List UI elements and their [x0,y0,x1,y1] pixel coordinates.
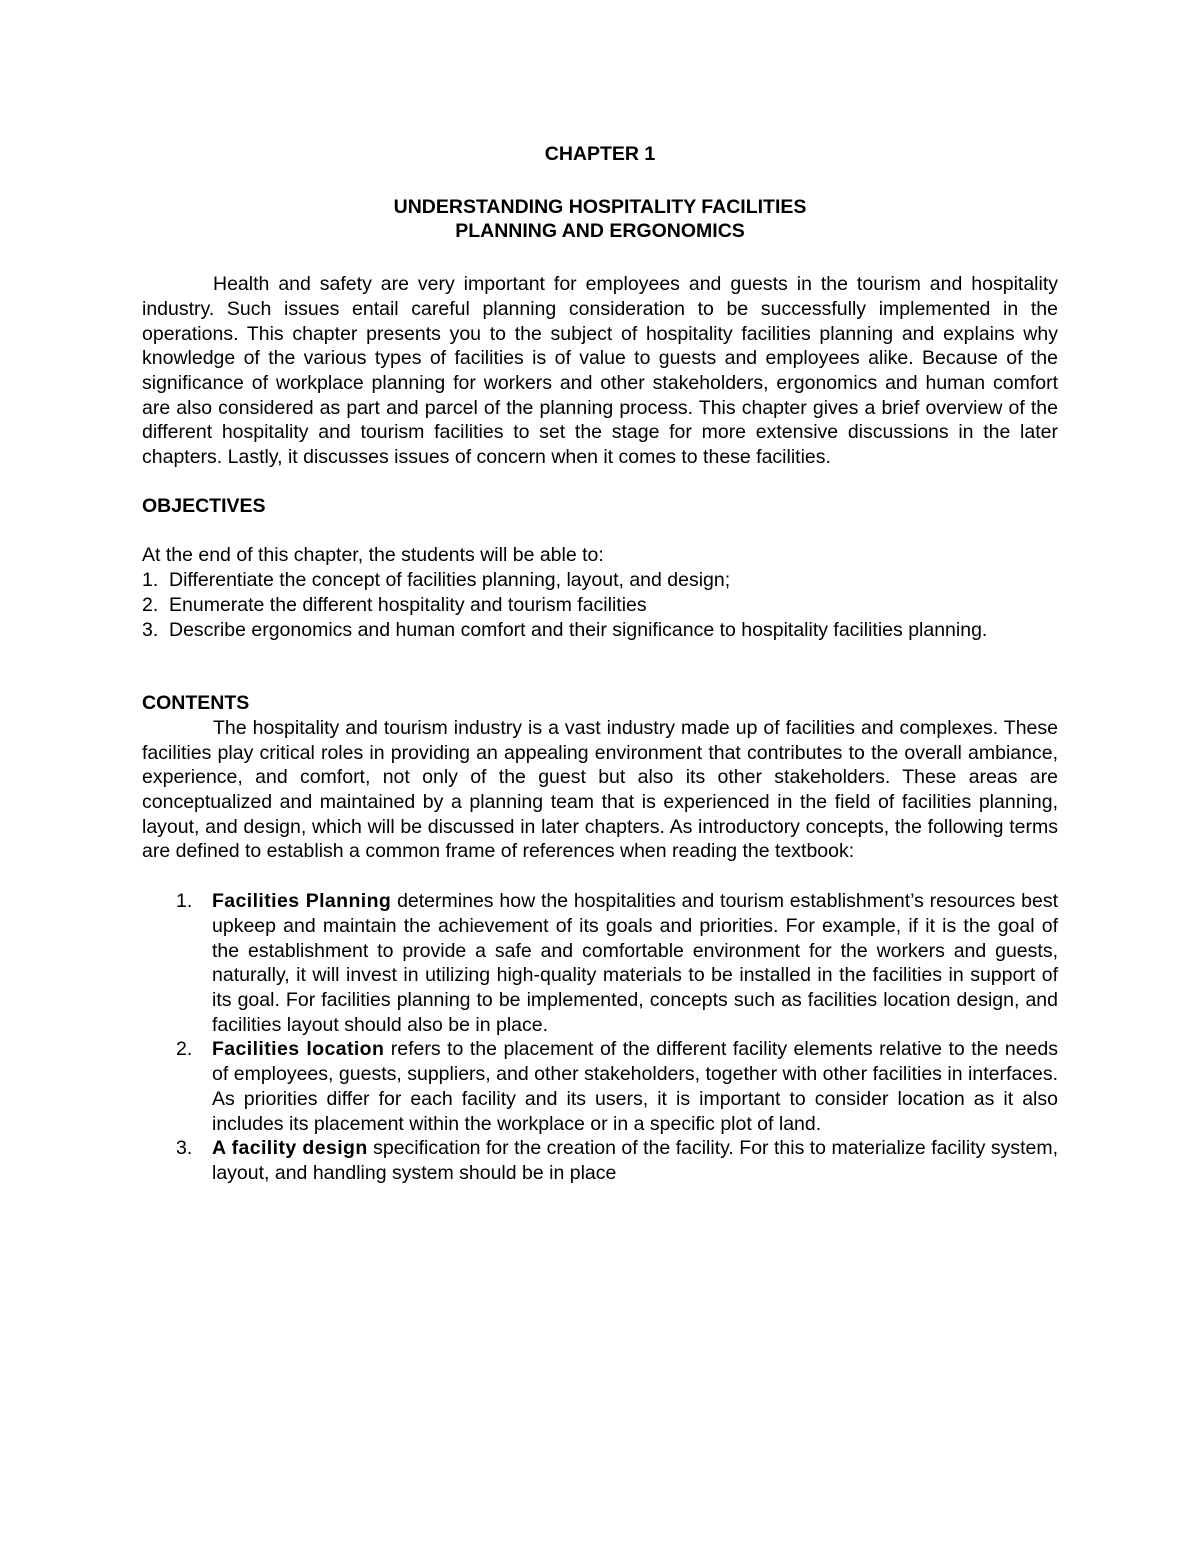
chapter-title-line-1: UNDERSTANDING HOSPITALITY FACILITIES [393,195,807,218]
objective-number: 1. [142,569,159,592]
term-number: 1. [176,890,193,913]
term-number: 3. [176,1137,193,1160]
term-definition [212,1037,1058,1136]
term-description: determines how the hospitalities and tourism establishment’s resources best upkeep and maintain the achievement of its goals and priorities. For example, if it is the goal of the establishment to provide a safe and comfortable environment for the workers and guests, naturally, it will invest in utilizing high-quality materials to be installed in the facilities in support of its goal. For facilities planning to be implemented, concepts such as facilities location design, and facilities layout should also be in place. [212,890,1058,1036]
objectives-lead: At the end of this chapter, the students will be able to: [142,544,604,567]
term-item [142,889,1058,1037]
chapter-title-line-2: PLANNING AND ERGONOMICS [455,220,745,243]
term-number: 2. [176,1038,193,1061]
term-definition [212,1136,1058,1185]
objective-item [142,593,1058,618]
objective-number: 3. [142,618,159,641]
term-name: A facility design [212,1137,368,1160]
contents-paragraph: The hospitality and tourism industry is a vast industry made up of facilities and complexes. These facilities play critical roles in providing an appealing environment that contributes to the overall ambiance, experience, and comfort, not only of the guest but also its other stakeholders. These areas are conceptualized and maintained by a planning team that is experienced in the field of facilities planning, layout, and design, which will be discussed in later chapters. As introductory concepts, the following terms are defined to establish a common frame of references when reading the textbook: [142,716,1058,863]
objective-number: 2. [142,593,159,616]
term-definition [212,889,1058,1037]
objective-text: Enumerate the different hospitality and tourism facilities [169,593,647,616]
term-description: refers to the placement of the different facility elements relative to the needs of employees, guests, suppliers, and other stakeholders, together with other facilities in interfaces. As priorities differ for each facility and its users, it is important to consider location as it also includes its placement within the workplace or in a specific plot of land. [212,1038,1058,1135]
chapter-title [142,195,1058,244]
term-description: specification for the creation of the facility. For this to materialize facility system, layout, and handling system should be in place [212,1137,1058,1184]
objective-item [142,618,1058,643]
term-item [142,1136,1058,1185]
term-name: Facilities Planning [212,890,392,913]
chapter-number: CHAPTER 1 [544,143,656,165]
objective-item [142,568,1058,593]
intro-paragraph: Health and safety are very important for employees and guests in the tourism and hospitality industry. Such issues entail careful planning consideration to be successfully implemented in the operations. This chapter presents you to the subject of hospitality facilities planning and explains why knowledge of the various types of facilities is of value to guests and employees alike. Because of the significance of workplace planning for workers and other stakeholders, ergonomics and human comfort are also considered as part and parcel of the planning process. This chapter gives a brief overview of the different hospitality and tourism facilities to set the stage for more extensive discussions in the later chapters. Lastly, it discusses issues of concern when it comes to these facilities. [142,273,1058,469]
objectives-list [142,568,1058,642]
objective-text: Describe ergonomics and human comfort and their significance to hospitality facilities planning. [169,618,988,641]
objectives-heading: OBJECTIVES [142,494,266,517]
term-item [142,1037,1058,1136]
document-page [142,140,1058,1186]
terms-list [142,889,1058,1185]
objective-text: Differentiate the concept of facilities planning, layout, and design; [169,569,731,592]
contents-heading: CONTENTS [142,692,250,715]
term-name: Facilities location [212,1038,385,1061]
